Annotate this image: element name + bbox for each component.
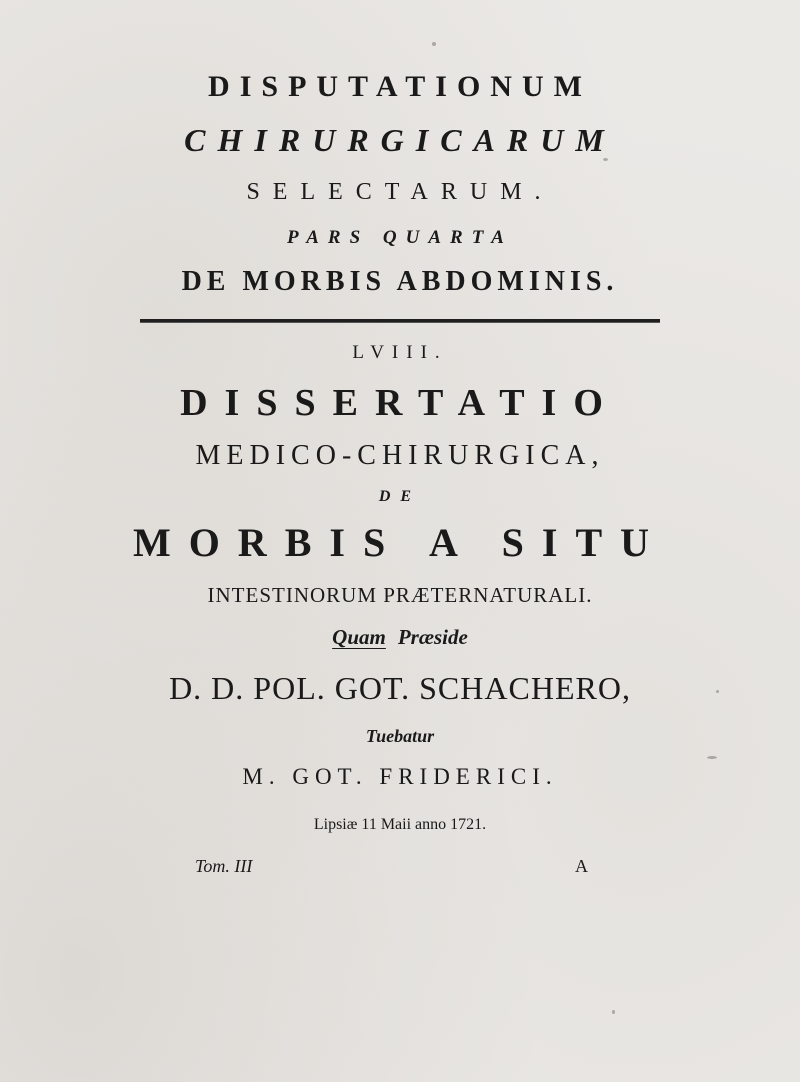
paper-speck bbox=[603, 158, 608, 161]
praeses-name: D. D. POL. GOT. SCHACHERO, bbox=[169, 670, 631, 706]
quam-word: Quam bbox=[332, 625, 386, 649]
signature-mark: A bbox=[575, 856, 588, 876]
de-line: DE bbox=[378, 488, 422, 505]
imprint-date: Lipsiæ 11 Maii anno 1721. bbox=[313, 816, 487, 833]
horizontal-rule bbox=[140, 319, 660, 323]
paper-speck bbox=[716, 690, 719, 693]
series-title-line1: DISPUTATIONUM bbox=[208, 70, 592, 103]
quam-praeside-line bbox=[0, 627, 800, 648]
main-subject-title: MORBIS A SITU bbox=[132, 520, 668, 565]
series-title-line3: SELECTARUM. bbox=[246, 179, 554, 205]
volume-label: Tom. III bbox=[195, 856, 253, 876]
paper-speck bbox=[707, 756, 717, 759]
medico-chirurgica-line: MEDICO-CHIRURGICA, bbox=[195, 440, 605, 471]
series-title-line2: CHIRURGICARUM bbox=[184, 122, 616, 158]
part-label: PARS QUARTA bbox=[287, 227, 513, 248]
subject-subtitle: INTESTINORUM PRÆTERNATURALI. bbox=[207, 583, 593, 607]
dissertatio-heading: DISSERTATIO bbox=[180, 382, 620, 424]
paper-speck bbox=[612, 1010, 615, 1014]
respondens-name: M. GOT. FRIDERICI. bbox=[242, 764, 558, 789]
dissertation-number: LVIII. bbox=[352, 342, 448, 363]
tuebatur-line: Tuebatur bbox=[365, 726, 435, 746]
praeside-word: Præside bbox=[397, 625, 468, 649]
section-title: DE MORBIS ABDOMINIS. bbox=[181, 266, 619, 297]
paper-speck bbox=[432, 42, 436, 46]
